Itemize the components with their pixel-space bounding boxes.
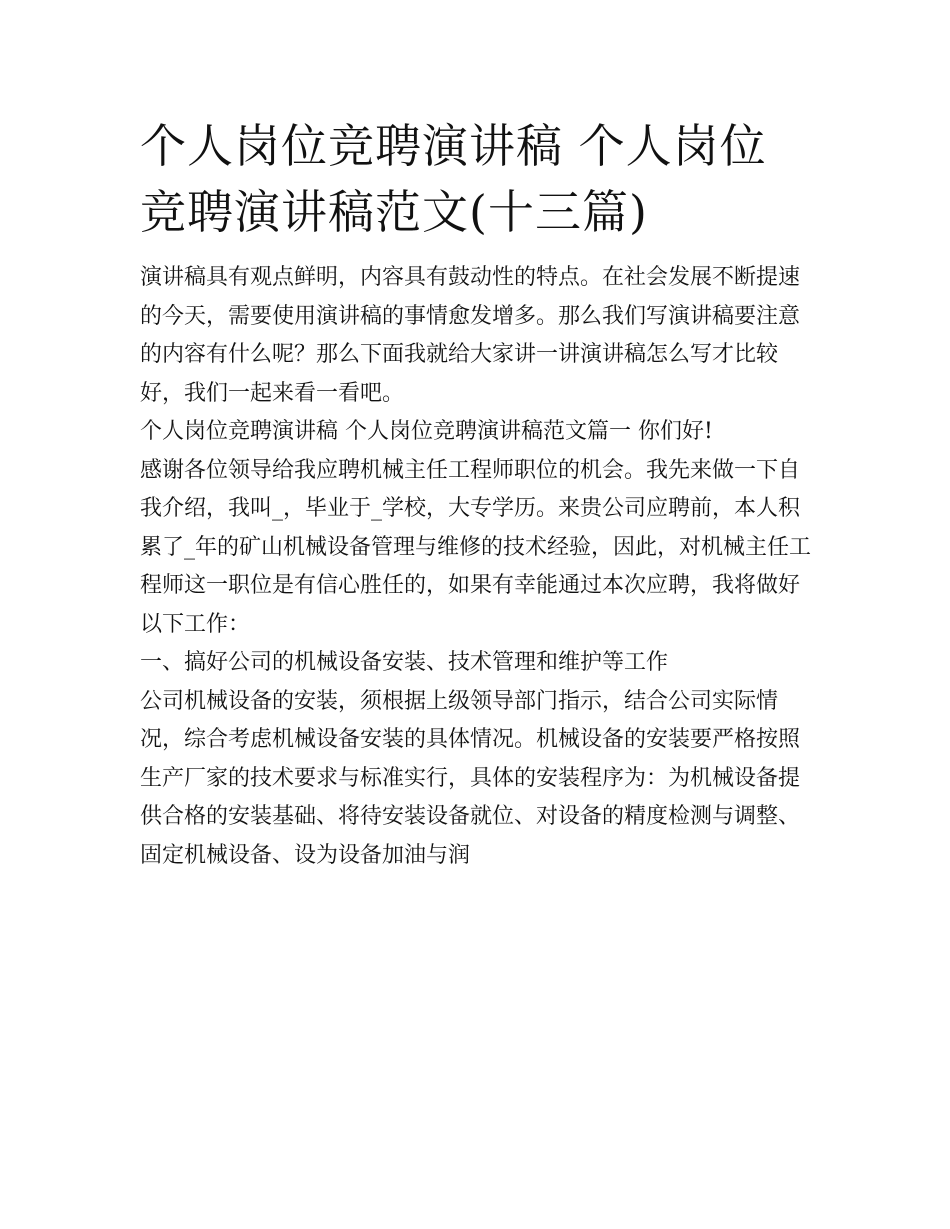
document-body (140, 259, 816, 875)
paragraph-section-1-body: 公司机械设备的安装，须根据上级领导部门指示，结合公司实际情况，综合考虑机械设备安装的具体情况。机械设备的安装要严格按照生产厂家的技术要求与标准实行，具体的安装程序为：为机械设备提供合格的安装基础、将待安装设备就位、对设备的精度检测与调整、固定机械设备、设为设备加油与润 (140, 688, 801, 868)
paragraph-heading-1: 个人岗位竞聘演讲稿 个人岗位竞聘演讲稿范文篇一 你们好! (140, 419, 713, 444)
document-content (140, 113, 816, 875)
title-line-2: 竞聘演讲稿范文(十三篇) (140, 185, 648, 239)
title-line-1: 个人岗位竞聘演讲稿 个人岗位 (140, 119, 767, 173)
paragraph-self-intro: 感谢各位领导给我应聘机械主任工程师职位的机会。我先来做一下自我介绍，我叫_，毕业于_学校，大专学历。来贵公司应聘前，本人积累了_年的矿山机械设备管理与维修的技术经验，因此，对机械主任工程师这一职位是有信心胜任的，如果有幸能通过本次应聘，我将做好以下工作： (140, 457, 812, 637)
paragraph-intro: 演讲稿具有观点鲜明，内容具有鼓动性的特点。在社会发展不断提速的今天，需要使用演讲稿的事情愈发增多。那么我们写演讲稿要注意的内容有什么呢？那么下面我就给大家讲一讲演讲稿怎么写才比较好，我们一起来看一看吧。 (140, 265, 801, 406)
document-title (140, 113, 816, 245)
paragraph-section-1-heading: 一、搞好公司的机械设备安装、技术管理和维护等工作 (140, 650, 669, 675)
